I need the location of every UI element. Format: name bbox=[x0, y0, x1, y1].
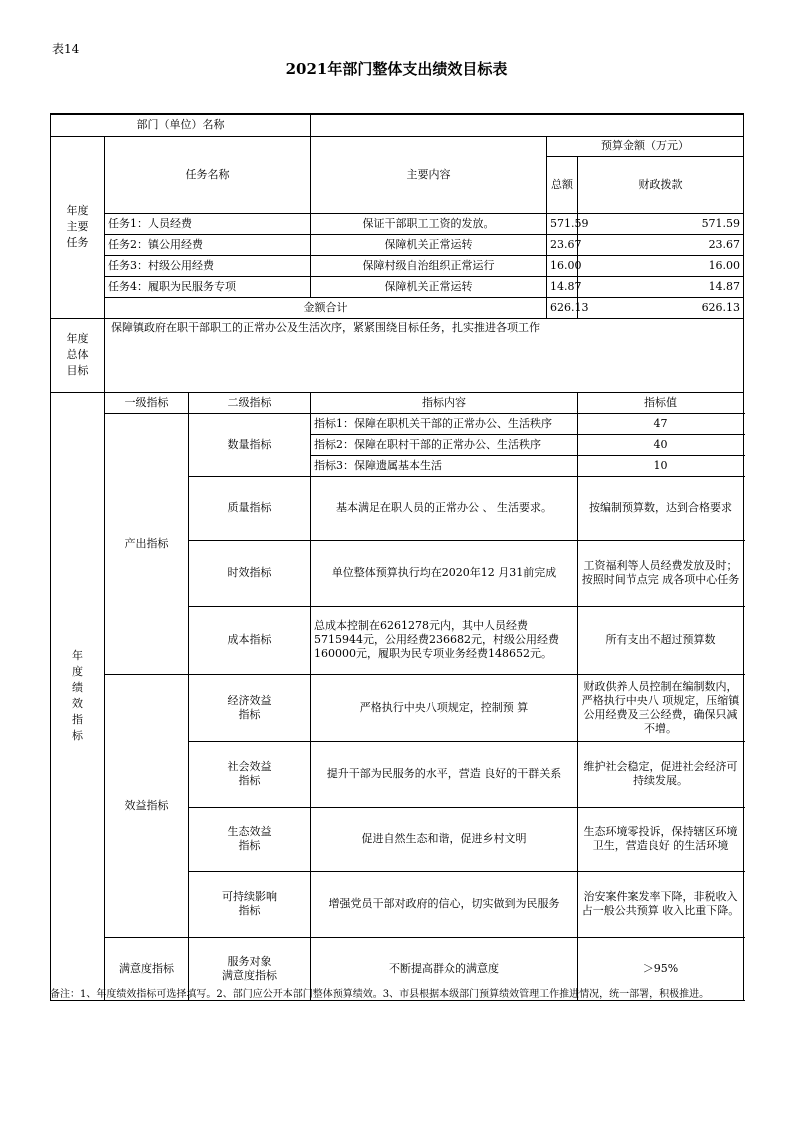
indicator-value: 所有支出不超过预算数 bbox=[578, 606, 744, 674]
task-fiscal: 16.00 bbox=[578, 255, 744, 276]
indicator-value: 10 bbox=[578, 455, 744, 476]
sustainability-label: 可持续影响 指标 bbox=[189, 871, 311, 937]
indicator-value: 维护社会稳定，促进社会经济可持续发展。 bbox=[578, 741, 744, 807]
task-total: 23.67 bbox=[547, 234, 578, 255]
indicator-content: 严格执行中央八项规定，控制预 算 bbox=[311, 674, 578, 741]
table-row bbox=[51, 276, 744, 297]
dept-value bbox=[311, 114, 744, 136]
indicator-content: 指标3：保障遗属基本生活 bbox=[311, 455, 578, 476]
performance-goal-table bbox=[50, 113, 744, 1001]
task-content: 保障机关正常运转 bbox=[311, 234, 547, 255]
table-row bbox=[51, 234, 744, 255]
cost-indicator-label: 成本指标 bbox=[189, 606, 311, 674]
task-name: 任务1：人员经费 bbox=[105, 213, 311, 234]
indicator-value: 40 bbox=[578, 434, 744, 455]
col-indicator-content: 指标内容 bbox=[311, 392, 578, 413]
benefit-indicator-label: 效益指标 bbox=[105, 674, 189, 937]
indicator-value: 47 bbox=[578, 413, 744, 434]
indicator-value: 治安案件案发率下降，非税收入占一般公共预算 收入比重下降。 bbox=[578, 871, 744, 937]
table-row bbox=[51, 213, 744, 234]
satisfaction-indicator-label: 满意度指标 bbox=[105, 937, 189, 1000]
col-budget: 预算金额（万元） bbox=[547, 136, 744, 156]
indicator-value: 工资福利等人员经费发放及时；按照时间节点完 成各项中心任务 bbox=[578, 540, 744, 606]
task-content: 保障村级自治组织正常运行 bbox=[311, 255, 547, 276]
indicator-content: 总成本控制在6261278元内，其中人员经费5715944元，公用经费236682元，村级公用经费160000元，履职为民专项业务经费148652元。 bbox=[311, 606, 578, 674]
task-total: 14.87 bbox=[547, 276, 578, 297]
task-content: 保障机关正常运转 bbox=[311, 276, 547, 297]
sum-total: 626.13 bbox=[547, 297, 578, 318]
task-content: 保证干部职工工资的发放。 bbox=[311, 213, 547, 234]
indicator-content: 不断提高群众的满意度 bbox=[311, 937, 578, 1000]
col-total: 总额 bbox=[547, 156, 578, 213]
quality-indicator-label: 质量指标 bbox=[189, 476, 311, 540]
indicator-value: 按编制预算数，达到合格要求 bbox=[578, 476, 744, 540]
sum-fiscal: 626.13 bbox=[578, 297, 744, 318]
col-fiscal: 财政拨款 bbox=[578, 156, 744, 213]
overall-goal-text: 保障镇政府在职干部职工的正常办公及生活次序，紧紧围绕目标任务，扎实推进各项工作 bbox=[105, 318, 744, 392]
col-indicator-value: 指标值 bbox=[578, 392, 744, 413]
indicator-content: 指标2：保障在职村干部的正常办公、生活秩序 bbox=[311, 434, 578, 455]
output-indicator-label: 产出指标 bbox=[105, 413, 189, 674]
indicator-content: 增强党员干部对政府的信心，切实做到为民服务 bbox=[311, 871, 578, 937]
table-row bbox=[51, 413, 744, 434]
col-level2: 二级指标 bbox=[189, 392, 311, 413]
task-total: 571.59 bbox=[547, 213, 578, 234]
table-row bbox=[51, 674, 744, 741]
indicator-content: 促进自然生态和谐，促进乡村文明 bbox=[311, 807, 578, 871]
task-name: 任务2：镇公用经费 bbox=[105, 234, 311, 255]
indicator-content: 指标1：保障在职机关干部的正常办公、生活秩序 bbox=[311, 413, 578, 434]
indicator-value: 生态环境零投诉，保持辖区环境卫生，营造良好 的生活环境 bbox=[578, 807, 744, 871]
task-fiscal: 571.59 bbox=[578, 213, 744, 234]
col-task-name: 任务名称 bbox=[105, 136, 311, 213]
quantity-indicator-label: 数量指标 bbox=[189, 413, 311, 476]
tasks-section-label: 年度 主要 任务 bbox=[51, 136, 105, 318]
service-satisfaction-label: 服务对象 满意度指标 bbox=[189, 937, 311, 1000]
task-name: 任务3：村级公用经费 bbox=[105, 255, 311, 276]
indicator-content: 基本满足在职人员的正常办公 、 生活要求。 bbox=[311, 476, 578, 540]
table-tag: 表14 bbox=[52, 42, 80, 56]
performance-section-label: 年 度 绩 效 指 标 bbox=[51, 392, 105, 1000]
indicator-content: 单位整体预算执行均在2020年12 月31前完成 bbox=[311, 540, 578, 606]
footnote: 备注：1、年度绩效指标可选择填写。2、部门应公开本部门整体预算绩效。3、市县根据本级部门预算绩效管理工作推进情况，统一部署，积极推进。 bbox=[50, 989, 710, 1000]
ecological-benefit-label: 生态效益 指标 bbox=[189, 807, 311, 871]
task-name: 任务4：履职为民服务专项 bbox=[105, 276, 311, 297]
sum-label: 金额合计 bbox=[105, 297, 547, 318]
table-row bbox=[51, 255, 744, 276]
indicator-value: 财政供养人员控制在编制数内，严格执行中央八 项规定，压缩镇公用经费及三公经费，确保只减 不增。 bbox=[578, 674, 744, 741]
page-title: 2021年部门整体支出绩效目标表 bbox=[285, 60, 508, 78]
dept-label: 部门（单位）名称 bbox=[51, 114, 311, 136]
indicator-content: 提升干部为民服务的水平，营造 良好的干群关系 bbox=[311, 741, 578, 807]
overall-goal-label: 年度 总体 目标 bbox=[51, 318, 105, 392]
task-total: 16.00 bbox=[547, 255, 578, 276]
col-main-content: 主要内容 bbox=[311, 136, 547, 213]
economic-benefit-label: 经济效益 指标 bbox=[189, 674, 311, 741]
social-benefit-label: 社会效益 指标 bbox=[189, 741, 311, 807]
timeliness-indicator-label: 时效指标 bbox=[189, 540, 311, 606]
col-level1: 一级指标 bbox=[105, 392, 189, 413]
task-fiscal: 14.87 bbox=[578, 276, 744, 297]
indicator-value: ＞95% bbox=[578, 937, 744, 1000]
task-fiscal: 23.67 bbox=[578, 234, 744, 255]
